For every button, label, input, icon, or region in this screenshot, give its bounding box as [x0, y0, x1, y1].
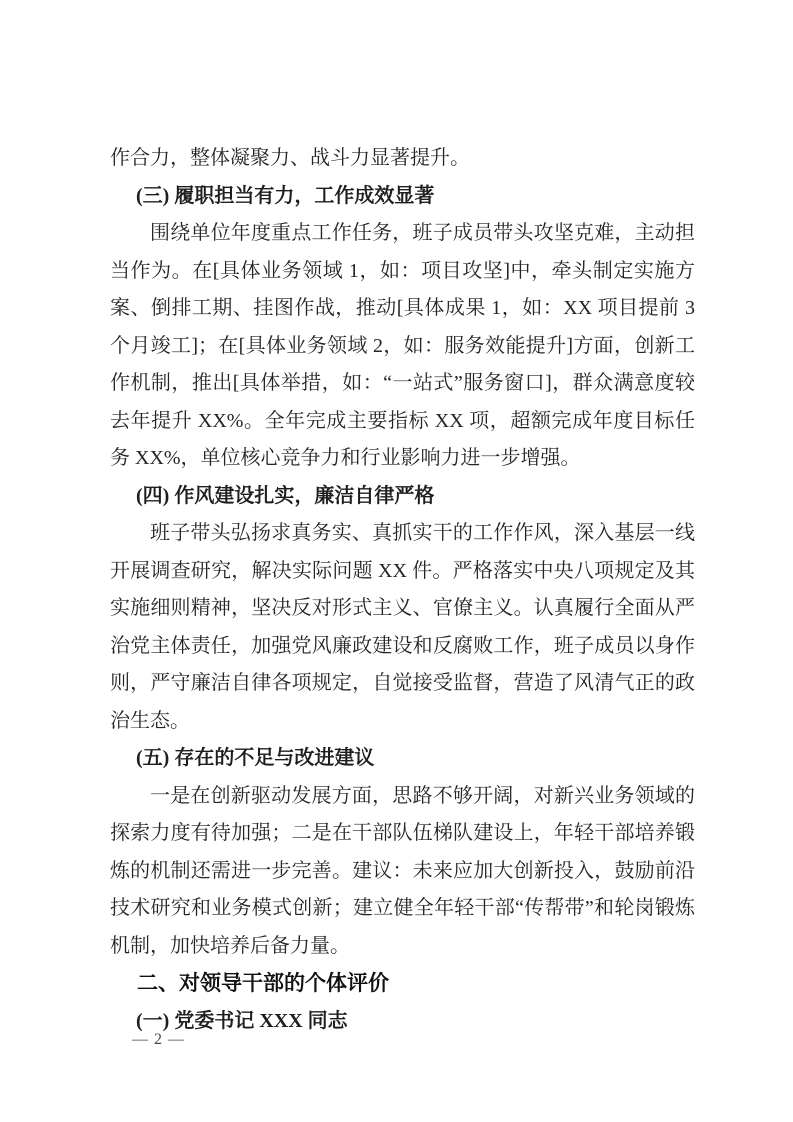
paragraph-continuation: 作合力，整体凝聚力、战斗力显著提升。	[110, 147, 470, 169]
heading-part-2: 二、对领导干部的个体评价	[137, 972, 389, 995]
paragraph-section-4: 班子带头弘扬求真务实、真抓实干的工作作风，深入基层一线开展调查研究，解决实际问题 XX 件。严格落实中央八项规定及其实施细则精神，坚决反对形式主义、官僚主义。认真履行全面从严治党主体责任，加强党风廉政建设和反腐败工作，班子成员以身作则，严守廉洁自律各项规定，自觉接受监督，营造了风清气正的政治生态。	[110, 522, 695, 732]
heading-section-4: (四) 作风建设扎实，廉洁自律严格	[136, 484, 435, 507]
paragraph-section-3: 围绕单位年度重点工作任务，班子成员带头攻坚克难，主动担当作为。在[具体业务领域 1，如：项目攻坚]中，牵头制定实施方案、倒排工期、挂图作战，推动[具体成果 1，如：XX 项目提前 3 个月竣工]；在[具体业务领域 2，如：服务效能提升]方面，创新工作机制，推出[具体举措，如：“一站式”服务窗口]，群众满意度较去年提升 XX%。全年完成主要指标 XX 项，超额完成年度目标任务 XX%，单位核心竞争力和行业影响力进一步增强。	[110, 222, 695, 469]
heading-subsection-1: (一) 党委书记 XXX 同志	[136, 1009, 348, 1032]
page-number: — 2 —	[132, 1031, 185, 1048]
heading-section-5: (五) 存在的不足与改进建议	[136, 747, 375, 769]
document-body	[110, 140, 695, 1040]
heading-section-3: (三) 履职担当有力，工作成效显著	[136, 184, 435, 207]
paragraph-section-5: 一是在创新驱动发展方面，思路不够开阔，对新兴业务领域的探索力度有待加强；二是在干部队伍梯队建设上，年轻干部培养锻炼的机制还需进一步完善。建议：未来应加大创新投入，鼓励前沿技术研究和业务模式创新；建立健全年轻干部“传帮带”和轮岗锻炼机制，加快培养后备力量。	[110, 784, 695, 957]
